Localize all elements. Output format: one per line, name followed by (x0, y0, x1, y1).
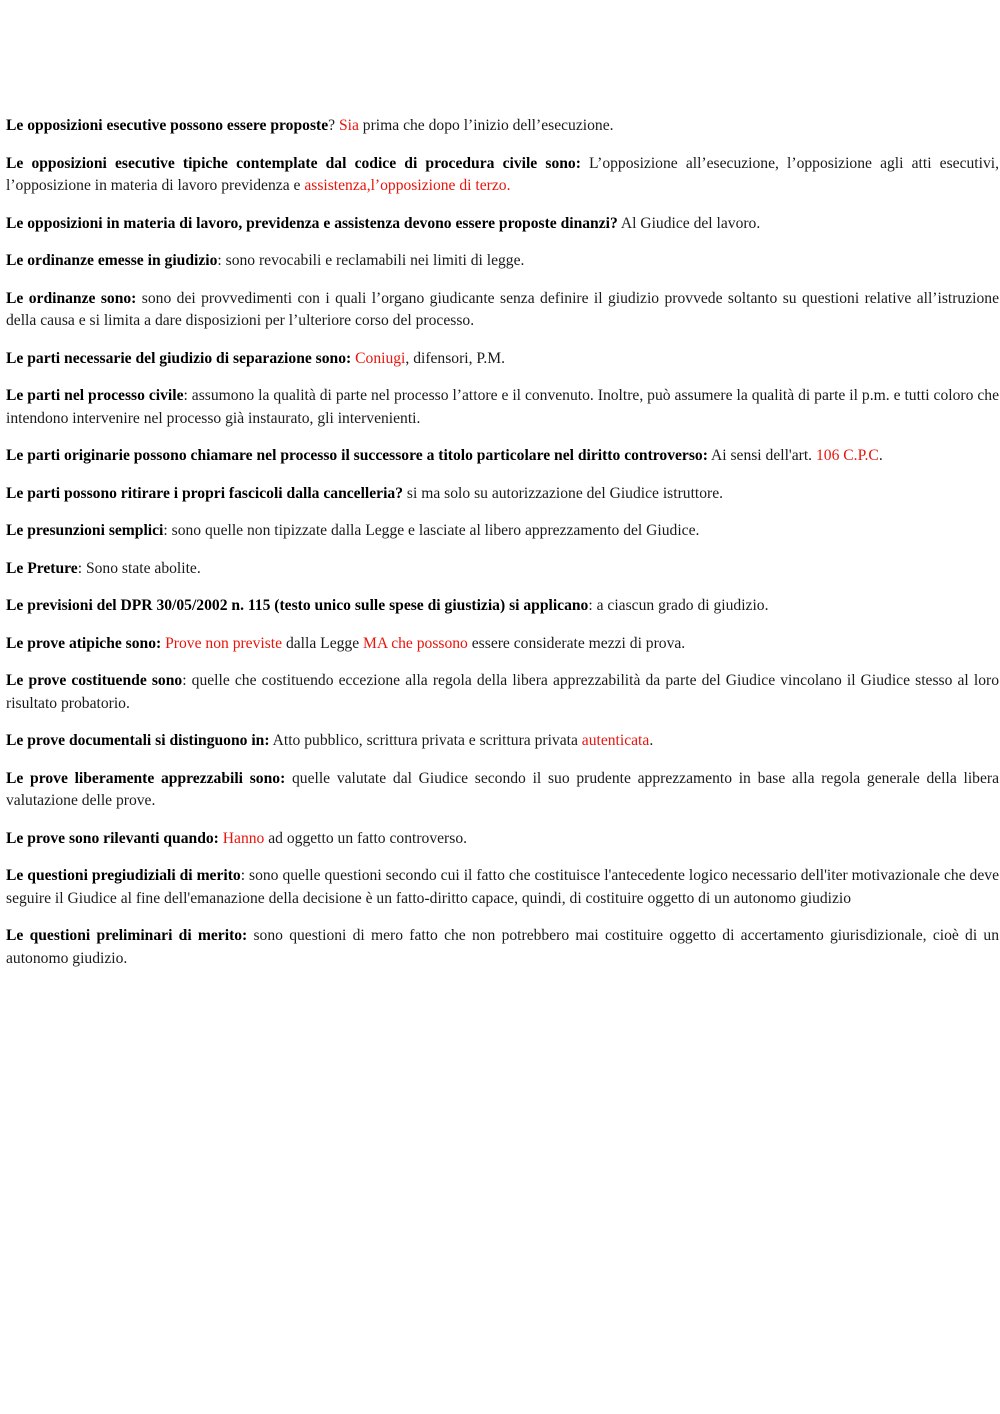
entry-answer-text: essere considerate mezzi di prova. (467, 634, 686, 652)
entry-answer-text: Ai sensi dell'art. (707, 447, 816, 464)
entry-highlight: Coniugi (355, 349, 406, 367)
entry-question: Le opposizioni esecutive tipiche contemplate dal codice di procedura civile sono: (6, 154, 581, 172)
entry-answer-text: prima che dopo l’inizio dell’esecuzione. (358, 117, 614, 134)
entry-highlight: assistenza,l’opposizione di terzo. (304, 177, 511, 194)
entry-paragraph (6, 153, 999, 198)
entry-question: Le previsioni del DPR 30/05/2002 n. 115 (testo unico sulle spese di giustizia) si applicano (6, 597, 589, 614)
entry-highlight: Prove non previste (165, 634, 283, 652)
entry-paragraph (6, 768, 999, 813)
entry-paragraph (6, 558, 999, 581)
entry-paragraph (6, 865, 999, 910)
entry-question: Le parti originarie possono chiamare nel processo il successore a titolo particolare nel diritto controverso: (6, 447, 708, 464)
entry-answer-text: : Sono state abolite. (77, 559, 201, 577)
entry-paragraph (6, 633, 999, 656)
entry-paragraph (6, 925, 999, 970)
entry-question: Le prove liberamente apprezzabili sono: (6, 769, 286, 787)
entry-answer-text: Atto pubblico, scrittura privata e scrittura privata (269, 732, 582, 749)
entry-answer-text: : assumono la qualità di parte nel processo l’attore e il convenuto. Inoltre, può assumere la qualità di parte il p.m. e tutti coloro che intendono intervenire nel processo già instaurato, gli intervenienti. (6, 387, 999, 427)
entry-highlight: Hanno (222, 829, 265, 847)
entry-question: Le opposizioni esecutive possono essere proposte (6, 117, 329, 134)
entry-answer-text: si ma solo su autorizzazione del Giudice istruttore. (403, 484, 724, 502)
entry-highlight: Sia (338, 117, 359, 134)
entry-question: Le prove documentali si distinguono in: (6, 732, 270, 749)
entry-question: Le ordinanze sono: (6, 289, 137, 307)
entry-paragraph (6, 115, 999, 138)
entry-question: Le parti nel processo civile (6, 387, 184, 404)
entry-paragraph (6, 250, 999, 273)
entry-question: Le presunzioni semplici (6, 522, 164, 539)
entry-paragraph (6, 670, 999, 715)
entry-answer-text: Al Giudice del lavoro. (617, 214, 761, 232)
entry-question: Le prove sono rilevanti quando: (6, 829, 219, 847)
entry-question: Le prove costituende sono (6, 672, 183, 689)
entry-answer-text: sono dei provvedimenti con i quali l’organo giudicante senza definire il giudizio provvede soltanto su questioni relative all’istruzione della causa e si limita a dare disposizioni per l’ulteriore corso del processo. (6, 289, 999, 329)
entry-question: Le prove atipiche sono: (6, 634, 162, 652)
entry-answer-text: . (649, 732, 654, 749)
entry-answer-text: : sono revocabili e reclamabili nei limiti di legge. (217, 252, 525, 269)
entry-question: Le parti necessarie del giudizio di separazione sono: (6, 349, 352, 367)
entry-answer-text: ? (328, 117, 339, 134)
entry-question: Le Preture (6, 559, 78, 577)
entry-paragraph (6, 385, 999, 430)
entry-answer-text: dalla Legge (282, 634, 364, 652)
entry-answer-text: : sono quelle non tipizzate dalla Legge e lasciate al libero apprezzamento del Giudice. (163, 522, 700, 539)
entry-question: Le opposizioni in materia di lavoro, previdenza e assistenza devono essere proposte dinanzi? (6, 214, 618, 232)
entry-question: Le questioni preliminari di merito: (6, 927, 248, 944)
entry-answer-text: : sono quelle questioni secondo cui il fatto che costituisce l'antecedente logico necessario dell'iter motivazionale che deve seguire il Giudice al fine dell'emanazione della decisione è un fatto-diritto capace, quindi, di costituire oggetto di un autonomo giudizio (6, 867, 999, 907)
entry-question: Le questioni pregiudiziali di merito (6, 867, 241, 884)
entry-highlight: MA che possono (363, 634, 468, 652)
entry-paragraph (6, 288, 999, 333)
entry-answer-text: : quelle che costituendo eccezione alla regola della libera apprezzabilità da parte del Giudice vincolano il Giudice stesso al loro risultato probatorio. (6, 672, 999, 712)
entry-paragraph (6, 595, 999, 618)
entry-paragraph (6, 828, 999, 851)
document-page (6, 115, 999, 985)
entry-answer-text: ad oggetto un fatto controverso. (264, 829, 468, 847)
entry-question: Le parti possono ritirare i propri fascicoli dalla cancelleria? (6, 484, 404, 502)
entry-answer-text: . (878, 447, 883, 464)
entry-paragraph (6, 213, 999, 236)
entry-question: Le ordinanze emesse in giudizio (6, 252, 218, 269)
entry-answer-text: sono questioni di mero fatto che non potrebbero mai costituire oggetto di accertamento giurisdizionale, cioè di un autonomo giudizio. (6, 927, 999, 967)
entry-paragraph (6, 730, 999, 753)
entry-paragraph (6, 348, 999, 371)
entry-answer-text: L’opposizione all’esecuzione, l’opposizione agli atti esecutivi, l’opposizione in materia di lavoro previdenza e (6, 154, 999, 194)
entry-answer-text: , difensori, P.M. (405, 349, 506, 367)
entry-highlight: autenticata (581, 732, 650, 749)
entry-paragraph (6, 520, 999, 543)
entry-highlight: 106 C.P.C (815, 447, 879, 464)
entry-answer-text: quelle valutate dal Giudice secondo il suo prudente apprezzamento in base alla regola generale della libera valutazione delle prove. (6, 769, 999, 809)
entry-paragraph (6, 445, 999, 468)
entry-answer-text: : a ciascun grado di giudizio. (588, 597, 769, 614)
entry-paragraph (6, 483, 999, 506)
